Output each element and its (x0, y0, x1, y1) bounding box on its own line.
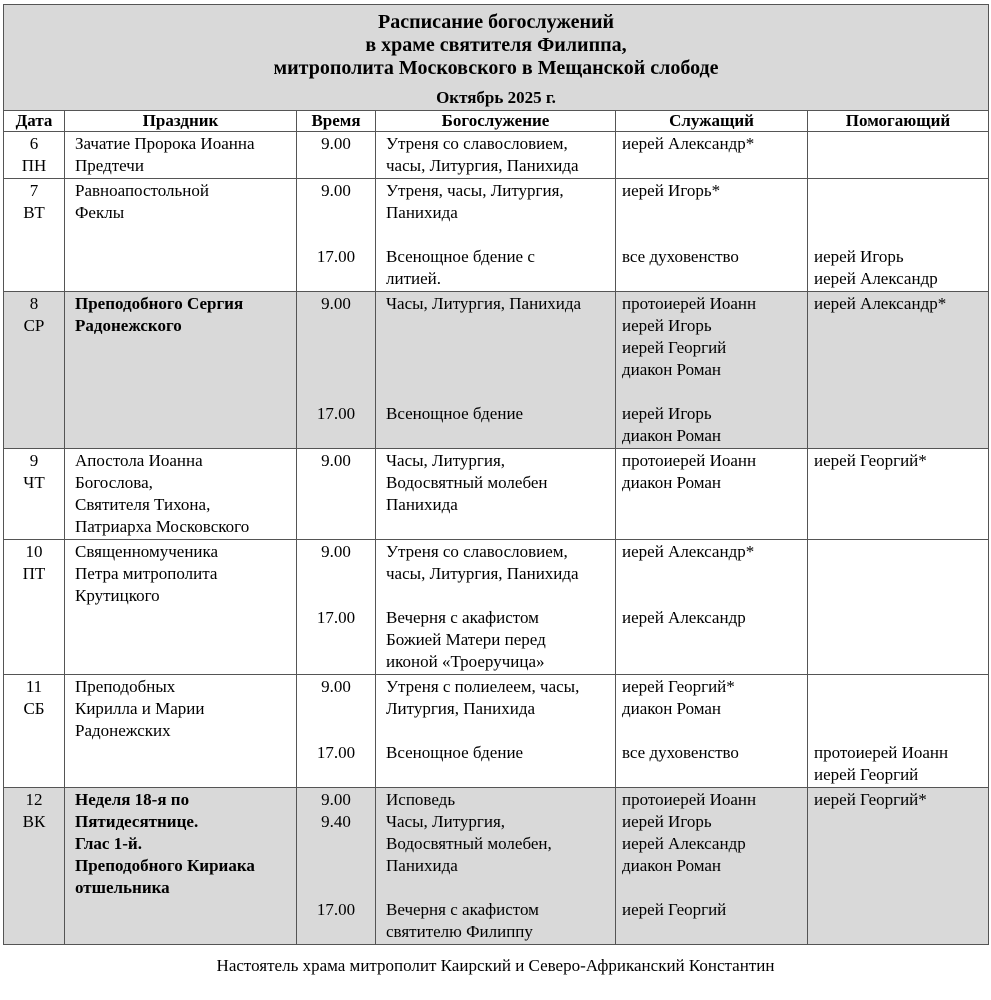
assisting-clergy (814, 224, 982, 246)
service-time: 9.00 (321, 677, 351, 696)
service-time (303, 381, 369, 403)
weekday: ПН (21, 156, 47, 175)
service-time (303, 315, 369, 337)
service-line: Утреня со славословием, (386, 134, 568, 153)
serving-clergy (622, 563, 801, 585)
time-cell (297, 292, 376, 449)
service-line (386, 337, 609, 359)
serving-clergy (622, 202, 801, 224)
feast-cell (65, 788, 297, 945)
assisting-clergy (814, 676, 982, 698)
day-number: 11 (25, 677, 43, 696)
feast-line: Радонежских (75, 721, 171, 740)
serving-clergy (622, 585, 801, 607)
serving-clergy: иерей Георгий (622, 338, 727, 357)
serving-clergy: диакон Роман (622, 360, 722, 379)
feast-line: Петра митрополита (75, 564, 218, 583)
serving-clergy: иерей Георгий* (622, 677, 735, 696)
title-line-2: в храме святителя Филиппа, (365, 34, 627, 56)
assisting-cell (808, 788, 989, 945)
service-time: 17.00 (316, 900, 356, 919)
feast-line: Предтечи (75, 156, 144, 175)
service-time (303, 224, 369, 246)
serving-clergy: иерей Игорь (622, 404, 712, 423)
schedule-row (4, 540, 989, 675)
serving-cell (616, 292, 808, 449)
service-line: Водосвятный молебен, (386, 834, 552, 853)
serving-cell (616, 449, 808, 540)
service-time: 17.00 (316, 247, 356, 266)
weekday: ВК (22, 812, 46, 831)
serving-clergy: иерей Александр* (622, 542, 755, 561)
weekday: ПТ (22, 564, 46, 583)
assisting-clergy (814, 180, 982, 202)
column-header-serving: Служащий (616, 111, 808, 132)
feast-line: Преподобного Сергия (75, 294, 244, 313)
service-cell (376, 292, 616, 449)
column-header-time: Время (297, 111, 376, 132)
feast-line: Апостола Иоанна (75, 451, 203, 470)
feast-line: Кирилла и Марии (75, 699, 205, 718)
service-line: литией. (386, 269, 442, 288)
schedule-row (4, 179, 989, 292)
date-cell (4, 675, 65, 788)
day-number: 12 (25, 790, 43, 809)
service-line (386, 315, 609, 337)
feast-cell (65, 292, 297, 449)
service-line: Утреня со славословием, (386, 542, 568, 561)
weekday: СБ (23, 699, 45, 718)
time-cell (297, 449, 376, 540)
feast-line: Преподобного Кириака (75, 856, 255, 875)
service-line: Всенощное бдение (386, 404, 524, 423)
date-cell (4, 292, 65, 449)
time-cell (297, 675, 376, 788)
service-time (303, 698, 369, 720)
serving-clergy: все духовенство (622, 247, 739, 266)
day-number: 7 (29, 181, 39, 200)
feast-cell (65, 179, 297, 292)
service-time: 17.00 (316, 608, 356, 627)
feast-line: Феклы (75, 203, 125, 222)
assisting-clergy (814, 698, 982, 720)
schedule-row (4, 788, 989, 945)
service-time (303, 359, 369, 381)
assisting-clergy: иерей Георгий (814, 765, 919, 784)
service-line (386, 720, 609, 742)
service-time: 9.00 (321, 181, 351, 200)
service-line: иконой «Троеручица» (386, 652, 545, 671)
service-line: святителю Филиппу (386, 922, 533, 941)
schedule-row (4, 132, 989, 179)
date-cell (4, 449, 65, 540)
service-line: Панихида (386, 856, 458, 875)
serving-clergy: иерей Игорь (622, 812, 712, 831)
column-header-service: Богослужение (376, 111, 616, 132)
serving-cell (616, 788, 808, 945)
service-cell (376, 540, 616, 675)
service-time (303, 337, 369, 359)
service-line (386, 224, 609, 246)
service-line: Часы, Литургия, Панихида (386, 294, 582, 313)
feast-line: Зачатие Пророка Иоанна (75, 134, 255, 153)
column-header-feast: Праздник (65, 111, 297, 132)
serving-clergy: иерей Игорь* (622, 181, 721, 200)
serving-cell (616, 179, 808, 292)
schedule-row (4, 292, 989, 449)
service-time (303, 855, 369, 877)
service-line (386, 381, 609, 403)
title-line-1: Расписание богослужений (377, 11, 615, 33)
service-line: Литургия, Панихида (386, 699, 536, 718)
service-time (303, 202, 369, 224)
service-cell (376, 179, 616, 292)
feast-line: Глас 1-й. (75, 834, 142, 853)
service-time: 17.00 (316, 404, 356, 423)
service-time: 9.00 (321, 134, 351, 153)
service-cell (376, 449, 616, 540)
service-time (303, 720, 369, 742)
serving-clergy (622, 224, 801, 246)
feast-line: Преподобных (75, 677, 176, 696)
service-time: 9.00 (321, 451, 351, 470)
weekday: ВТ (23, 203, 45, 222)
serving-clergy: иерей Александр (622, 608, 746, 627)
assisting-clergy: иерей Георгий* (814, 451, 927, 470)
date-cell (4, 788, 65, 945)
day-number: 8 (29, 294, 39, 313)
schedule-table (3, 4, 989, 945)
assisting-cell (808, 675, 989, 788)
weekday: СР (23, 316, 45, 335)
serving-clergy: иерей Игорь (622, 316, 712, 335)
feast-cell (65, 675, 297, 788)
service-time (303, 585, 369, 607)
assisting-clergy: иерей Александр* (814, 294, 947, 313)
service-time: 9.40 (321, 812, 351, 831)
time-cell (297, 132, 376, 179)
assisting-cell (808, 540, 989, 675)
service-line: Вечерня с акафистом (386, 608, 539, 627)
service-line (386, 877, 609, 899)
serving-clergy (622, 720, 801, 742)
assisting-cell (808, 449, 989, 540)
service-line: Вечерня с акафистом (386, 900, 539, 919)
serving-clergy (622, 877, 801, 899)
service-line: Утреня, часы, Литургия, (386, 181, 564, 200)
assisting-clergy: протоиерей Иоанн (814, 743, 949, 762)
title-line-3: митрополита Московского в Мещанской слободе (273, 57, 719, 79)
weekday: ЧТ (23, 473, 45, 492)
serving-clergy: диакон Роман (622, 473, 722, 492)
schedule-row (4, 675, 989, 788)
serving-cell (616, 132, 808, 179)
service-line (386, 359, 609, 381)
service-cell (376, 675, 616, 788)
feast-line: отшельника (75, 878, 170, 897)
service-time: 17.00 (316, 743, 356, 762)
serving-clergy: протоиерей Иоанн (622, 790, 757, 809)
service-line: Водосвятный молебен (386, 473, 548, 492)
serving-clergy: иерей Александр (622, 834, 746, 853)
serving-clergy: иерей Георгий (622, 900, 727, 919)
feast-cell (65, 540, 297, 675)
service-line: Исповедь (386, 790, 456, 809)
service-line: часы, Литургия, Панихида (386, 564, 579, 583)
service-cell (376, 788, 616, 945)
assisting-clergy (814, 202, 982, 224)
column-header-assisting: Помогающий (808, 111, 989, 132)
service-line: Часы, Литургия, (386, 812, 506, 831)
schedule-title-block (4, 5, 989, 111)
date-cell (4, 132, 65, 179)
serving-clergy: диакон Роман (622, 856, 722, 875)
day-number: 6 (29, 134, 39, 153)
assisting-cell (808, 132, 989, 179)
day-number: 9 (29, 451, 39, 470)
service-time (303, 563, 369, 585)
serving-clergy: протоиерей Иоанн (622, 451, 757, 470)
schedule-sheet (3, 4, 988, 945)
serving-clergy: диакон Роман (622, 426, 722, 445)
time-cell (297, 788, 376, 945)
feast-line: Неделя 18-я по (75, 790, 190, 809)
assisting-clergy: иерей Георгий* (814, 790, 927, 809)
service-line: Всенощное бдение (386, 743, 524, 762)
date-cell (4, 540, 65, 675)
service-time (303, 833, 369, 855)
assisting-cell (808, 179, 989, 292)
time-cell (297, 179, 376, 292)
feast-line: Пятидесятнице. (75, 812, 199, 831)
feast-line: Крутицкого (75, 586, 160, 605)
serving-clergy: протоиерей Иоанн (622, 294, 757, 313)
feast-cell (65, 132, 297, 179)
feast-cell (65, 449, 297, 540)
service-line: Божией Матери перед (386, 630, 546, 649)
date-cell (4, 179, 65, 292)
service-line: Утреня с полиелеем, часы, (386, 677, 580, 696)
assisting-clergy: иерей Александр (814, 269, 938, 288)
rector-signature-line: Настоятель храма митрополит Каирский и Северо-Африканский Константин (216, 956, 775, 975)
serving-clergy: все духовенство (622, 743, 739, 762)
feast-line: Радонежского (75, 316, 182, 335)
serving-cell (616, 675, 808, 788)
service-line: Панихида (386, 495, 458, 514)
feast-line: Богослова, (75, 473, 153, 492)
day-number: 10 (25, 542, 43, 561)
feast-line: Равноапостольной (75, 181, 209, 200)
column-header-date: Дата (4, 111, 65, 132)
serving-clergy: иерей Александр* (622, 134, 755, 153)
serving-clergy (622, 381, 801, 403)
column-header-row (4, 111, 989, 132)
service-line: часы, Литургия, Панихида (386, 156, 579, 175)
service-line: Часы, Литургия, (386, 451, 506, 470)
serving-clergy: диакон Роман (622, 699, 722, 718)
assisting-clergy: иерей Игорь (814, 247, 904, 266)
schedule-row (4, 449, 989, 540)
service-line: Всенощное бдение с (386, 247, 535, 266)
schedule-month: Октябрь 2025 г. (436, 88, 556, 107)
feast-line: Священномученика (75, 542, 219, 561)
feast-line: Патриарха Московского (75, 517, 250, 536)
service-line (386, 585, 609, 607)
time-cell (297, 540, 376, 675)
service-time: 9.00 (321, 790, 351, 809)
service-line: Панихида (386, 203, 458, 222)
assisting-cell (808, 292, 989, 449)
serving-cell (616, 540, 808, 675)
assisting-clergy (814, 720, 982, 742)
feast-line: Святителя Тихона, (75, 495, 211, 514)
service-time: 9.00 (321, 542, 351, 561)
service-time (303, 877, 369, 899)
service-time: 9.00 (321, 294, 351, 313)
service-cell (376, 132, 616, 179)
